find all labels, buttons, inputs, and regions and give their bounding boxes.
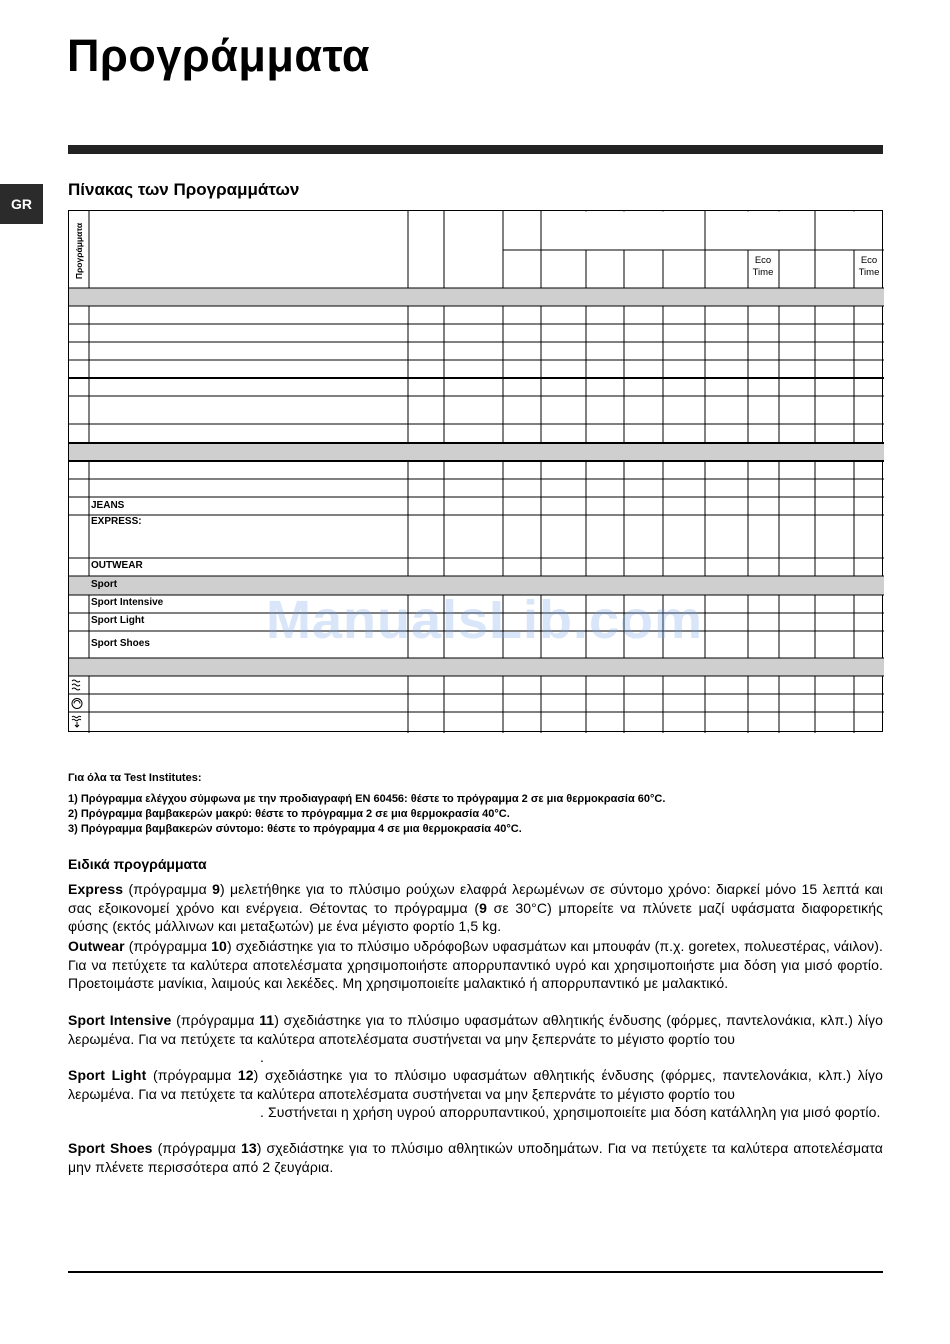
programs-column-header: Προγράμματα [74, 222, 84, 280]
group-header-band [69, 576, 884, 595]
page-title: Προγράμματα [67, 30, 371, 81]
row-label-sport-light: Sport Light [91, 615, 145, 626]
row-label-sport-intensive: Sport Intensive [91, 597, 164, 608]
row-label-outwear: OUTWEAR [91, 560, 143, 571]
programs-table [68, 210, 883, 732]
drain-icon [69, 714, 85, 729]
group-header-band [69, 443, 884, 461]
row-label-jeans: JEANS [91, 500, 125, 511]
note-item: 1) Πρόγραμμα ελέγχου σύμφωνα με την προδιαγραφή EN 60456: θέστε το πρόγραμμα 2 σε μια θερμοκρασία 60°C. [68, 793, 666, 805]
sport-light-paragraph: Sport Light (πρόγραμμα 12) σχεδιάστηκε για το πλύσιμο υφασμάτων αθλητικής ένδυσης (φόρμες, παντελονάκια, κλπ.) λίγο λερωμένα. Για να πετύχετε τα καλύτερα αποτελέσματα συστήνεται να μην ξεπερνάτε το μέγιστο φορτίο του . Συστήνεται η χρήση υγρού απορρυπαντικού, χρησιμοποιείτε μια δόση κατάλληλη για μισό φορτίο. [68, 1067, 883, 1120]
special-programs-title: Ειδικά προγράμματα [68, 856, 207, 872]
header-merge-mask [747, 212, 749, 250]
watermark: ManualsLib.com [266, 590, 704, 650]
rinse-icon [69, 678, 85, 693]
eco-time-header-2: Eco Time [858, 255, 880, 278]
test-institutes-notes [68, 772, 883, 837]
header-merge-mask [662, 212, 664, 250]
header-merge-mask [623, 212, 625, 250]
row-label-sport-shoes: Sport Shoes [91, 638, 150, 649]
group-header-band [69, 658, 884, 676]
outwear-paragraph: Outwear (πρόγραμμα 10) σχεδιάστηκε για το πλύσιμο υδρόφοβων υφασμάτων και μπουφάν (π.χ. goretex, πολυεστέρας, νάιλον). Για να πετύχετε τα καλύτερα αποτελέσματα χρησιμοποιήστε απορρυπαντικό υγρό και χρησιμοποιήστε μια δόση για μισό φορτίο. Προετοιμάστε μανίκια, λαιμούς και λεκέδες. Μη χρησιμοποιείτε μαλακτικό ή απορρυπαντικό με μαλακτικό. [68, 938, 883, 991]
spin-icon [69, 696, 85, 711]
row-label-express: EXPRESS: [91, 516, 142, 527]
notes-heading: Για όλα τα Test Institutes: [68, 772, 202, 784]
express-paragraph: Express (πρόγραμμα 9) μελετήθηκε για το πλύσιμο ρούχων ελαφρά λερωμένων σε σύντομο χρόνο: διαρκεί μόνο 15 λεπτά και σας εξοικονομεί χρόνο και ενέργεια. Θέτοντας το πρόγραμμα (9 σε 30°C) μπορείτε να πλύνετε μαζί υφάσματα διαφορετικής φύσης (εκτός μάλλινων και μεταξωτών) με ένα μέγιστο φορτίο 1,5 kg. [68, 881, 884, 934]
row-label-sport-group: Sport [91, 579, 118, 590]
sport-shoes-paragraph: Sport Shoes (πρόγραμμα 13) σχεδιάστηκε για το πλύσιμο αθλητικών υποδημάτων. Για να πετύχετε τα καλύτερα αποτελέσματα μην πλένετε περισσότερα από 2 ζευγάρια. [68, 1140, 883, 1175]
header-rule [68, 145, 883, 154]
note-item: 2) Πρόγραμμα βαμβακερών μακρύ: θέστε το πρόγραμμα 2 σε μια θερμοκρασία 40°C. [68, 808, 510, 820]
header-merge-mask [778, 212, 780, 250]
header-merge-mask [853, 212, 855, 250]
language-tab: GR [0, 184, 43, 224]
table-grid [69, 211, 884, 733]
footer-rule [68, 1271, 883, 1273]
section-title: Πίνακας των Προγραμμάτων [68, 180, 300, 199]
eco-time-header-1: Eco Time [752, 255, 774, 278]
header-merge-mask [585, 212, 587, 250]
sport-intensive-paragraph: Sport Intensive (πρόγραμμα 11) σχεδιάστηκε για το πλύσιμο υφασμάτων αθλητικής ένδυσης (φόρμες, παντελονάκια, κλπ.) λίγο λερωμένα. Για να πετύχετε τα καλύτερα αποτελέσματα συστήνεται να μην ξεπερνάτε το μέγιστο φορτίο του . [68, 1012, 883, 1065]
group-header-band [69, 288, 884, 306]
note-item: 3) Πρόγραμμα βαμβακερών σύντομο: θέστε το πρόγραμμα 4 σε μια θερμοκρασία 40°C. [68, 823, 522, 835]
